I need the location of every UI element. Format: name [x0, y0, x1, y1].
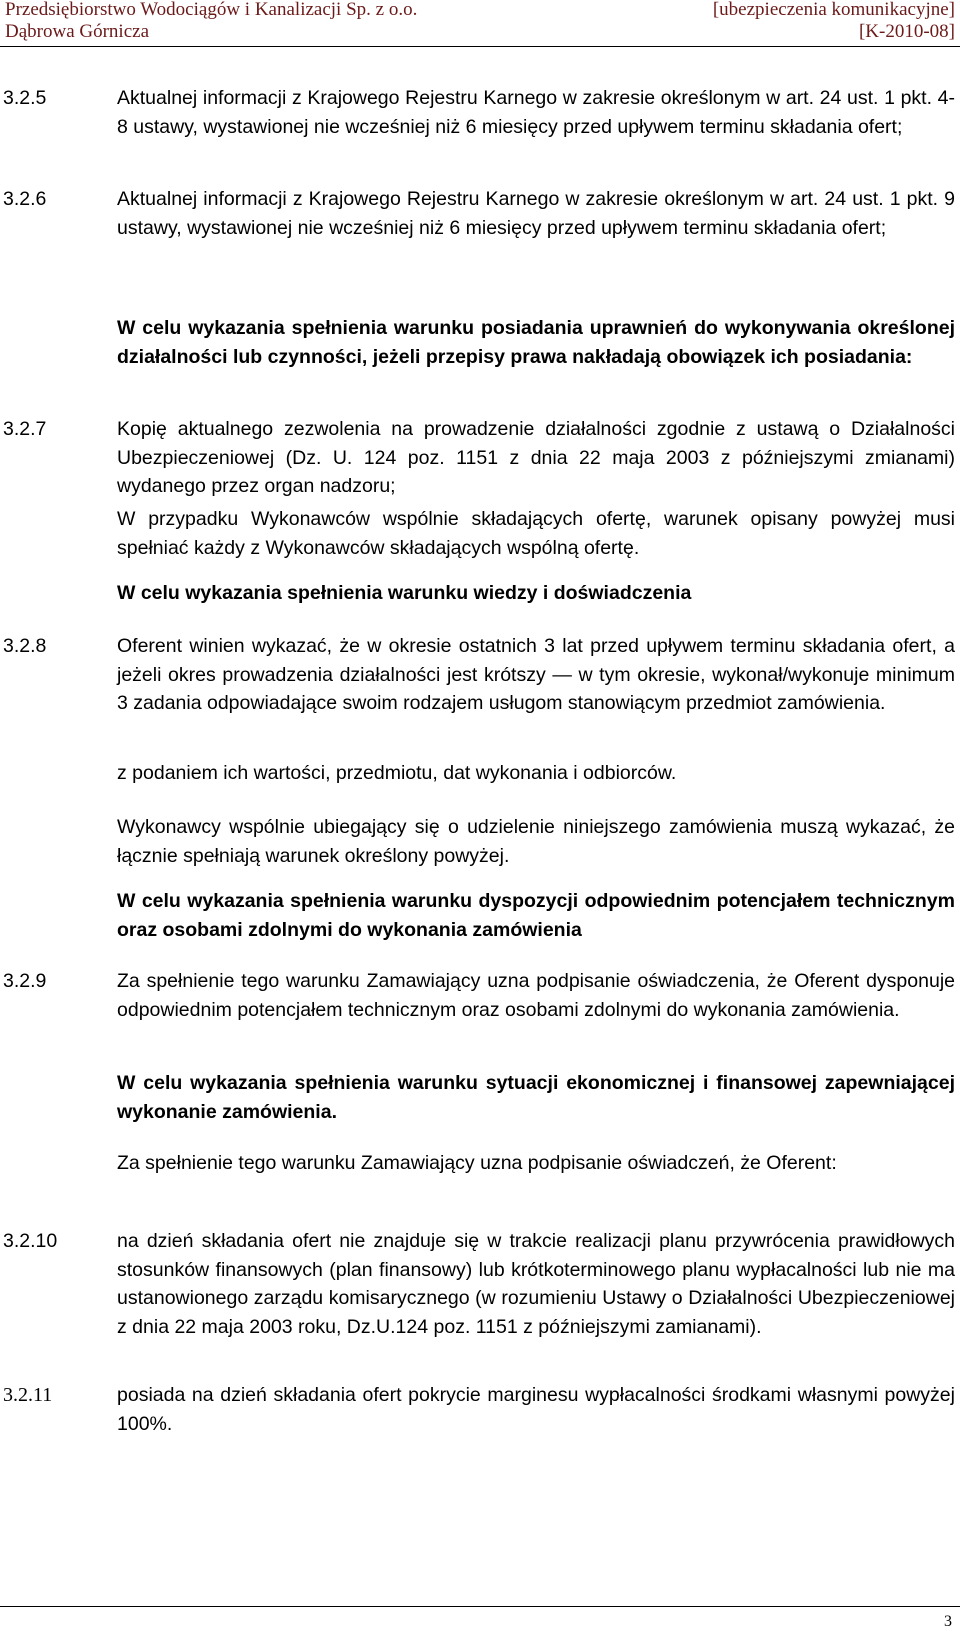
list-item — [0, 415, 960, 501]
item-text: Aktualnej informacji z Krajowego Rejestru Karnego w zakresie określonym w art. 24 ust. 1 pkt. 9 ustawy, wystawionej nie wcześniej niż 6 miesięcy przed upływem terminu składania ofert; — [117, 188, 955, 239]
item-text: Za spełnienie tego warunku Zamawiający uzna podpisanie oświadczenia, że Oferent dysponuje odpowiednim potencjałem technicznym oraz osobami zdolnymi do wykonania zamówienia. — [117, 970, 955, 1021]
item-number: 3.2.11 — [3, 1384, 53, 1406]
page-header — [5, 0, 955, 40]
list-item — [0, 84, 960, 141]
document-code: [K-2010-08] — [858, 21, 955, 42]
item-number: 3.2.9 — [3, 970, 47, 992]
paragraph: W przypadku Wykonawców wspólnie składających ofertę, warunek opisany powyżej musi spełniać każdy z Wykonawców składających wspólną ofertę. — [117, 508, 955, 559]
company-name: Przedsiębiorstwo Wodociągów i Kanalizacji Sp. z o.o. — [5, 0, 418, 20]
item-number: 3.2.10 — [3, 1230, 58, 1252]
list-item — [0, 1381, 960, 1438]
item-text: Kopię aktualnego zezwolenia na prowadzenie działalności zgodnie z ustawą o Działalności Ubezpieczeniowej (Dz. U. 124 poz. 1151 z dnia 22 maja 2003 z późniejszymi zmianami) wydanego przez organ nadzoru; — [117, 418, 955, 497]
item-text: na dzień składania ofert nie znajduje się w trakcie realizacji planu przywrócenia prawidłowych stosunków finansowych (plan finansowy) lub krótkoterminowego planu wypłacalności lub nie ma ustanowionego zarządu komisarycznego (w rozumieniu Ustawy o Działalności Ubezpieczeniowej z dnia 22 maja 2003 roku, Dz.U.124 poz. 1151 z późniejszymi zamianami). — [117, 1230, 955, 1338]
item-number: 3.2.5 — [3, 87, 47, 109]
company-city: Dąbrowa Górnicza — [5, 21, 150, 42]
page-number: 3 — [944, 1613, 952, 1630]
section-heading: W celu wykazania spełnienia warunku dyspozycji odpowiednim potencjałem technicznym oraz osobami zdolnymi do wykonania zamówienia — [117, 890, 955, 941]
item-text: Oferent winien wykazać, że w okresie ostatnich 3 lat przed upływem terminu składania ofert, a jeżeli okres prowadzenia działalności jest krótszy — w tym okresie, wykonał/wykonuje minimum 3 zadania odpowiadające swoim rodzajem usługom stanowiącym przedmiot zamówienia. — [117, 635, 955, 714]
list-item — [0, 632, 960, 718]
paragraph: Wykonawcy wspólnie ubiegający się o udzielenie niniejszego zamówienia muszą wykazać, że łącznie spełniają warunek określony powyżej. — [117, 816, 955, 867]
section-heading: W celu wykazania spełnienia warunku posiadania uprawnień do wykonywania określonej działalności lub czynności, jeżeli przepisy prawa nakładają obowiązek ich posiadania: — [117, 317, 955, 368]
paragraph: Za spełnienie tego warunku Zamawiający uzna podpisanie oświadczeń, że Oferent: — [117, 1152, 837, 1174]
item-number: 3.2.6 — [3, 188, 47, 210]
paragraph: z podaniem ich wartości, przedmiotu, dat wykonania i odbiorców. — [117, 762, 677, 784]
list-item — [0, 1227, 960, 1341]
item-number: 3.2.7 — [3, 418, 47, 440]
header-divider — [0, 46, 960, 47]
list-item — [0, 185, 960, 242]
list-item — [0, 967, 960, 1024]
document-category: [ubezpieczenia komunikacyjne] — [712, 0, 955, 20]
section-heading: W celu wykazania spełnienia warunku wiedzy i doświadczenia — [117, 582, 692, 604]
item-text: Aktualnej informacji z Krajowego Rejestru Karnego w zakresie określonym w art. 24 ust. 1 pkt. 4-8 ustawy, wystawionej nie wcześniej niż 6 miesięcy przed upływem terminu składania ofert; — [117, 87, 955, 138]
item-text: posiada na dzień składania ofert pokrycie marginesu wypłacalności środkami własnymi powyżej 100%. — [117, 1384, 955, 1435]
footer-divider — [0, 1606, 960, 1607]
section-heading: W celu wykazania spełnienia warunku sytuacji ekonomicznej i finansowej zapewniającej wykonanie zamówienia. — [117, 1072, 955, 1123]
item-number: 3.2.8 — [3, 635, 47, 657]
